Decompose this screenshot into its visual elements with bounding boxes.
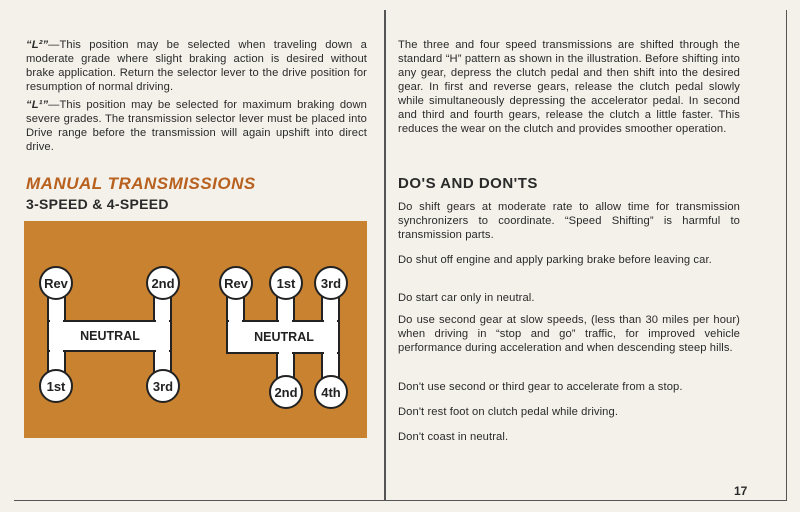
tip-item: Do shift gears at moderate rate to allow time for transmission synchronizers to coordinate. “Speed Shifting” is harmful to transmission parts. (398, 201, 740, 241)
four-speed-neutral-label: NEUTRAL (254, 330, 314, 344)
tip-item: Don't use second or third gear to accelerate from a stop. (398, 381, 683, 393)
l2-text: —This position may be selected when traveling down a moderate grade where slight braking action is desired without brake application. Return the selector lever to the drive position for resumption of normal driving. (26, 39, 367, 93)
three-speed-rev-label: Rev (44, 276, 68, 291)
four-speed-1st-label: 1st (276, 276, 296, 291)
four-speed-3rd-label: 3rd (320, 276, 342, 291)
three-speed-pattern (40, 267, 179, 402)
four-speed-pattern (220, 267, 347, 408)
l2-paragraph (26, 38, 367, 94)
section-title: MANUAL TRANSMISSIONS (26, 174, 256, 193)
column-divider (384, 10, 386, 500)
three-speed-1st-label: 1st (46, 379, 66, 394)
sub-title: 3-SPEED & 4-SPEED (26, 196, 169, 212)
intro-paragraph: The three and four speed transmissions are shifted through the standard “H” pattern as shown in the illustration. Before shifting into any gear, depress the clutch pedal and then shift into the desired gear. In first and reverse gears, release the clutch pedal slowly while simultaneously depressing the accelerator pedal. In second and third and fourth gears, release the clutch a little faster. This reduces the wear on the clutch and provides smoother operation. (398, 39, 740, 135)
shift-pattern-diagram (24, 221, 367, 438)
tip-item: Do shut off engine and apply parking brake before leaving car. (398, 254, 712, 266)
l2-lead: “L²” (26, 39, 49, 51)
three-speed-3rd-label: 3rd (152, 379, 174, 394)
three-speed-neutral-label: NEUTRAL (80, 329, 140, 343)
four-speed-4th-label: 4th (321, 385, 341, 400)
tip-item: Don't coast in neutral. (398, 431, 509, 443)
tip-item: Don't rest foot on clutch pedal while driving. (398, 406, 619, 418)
page-number: 17 (734, 484, 748, 498)
four-speed-rev-label: Rev (224, 276, 248, 291)
l1-lead: “L¹” (26, 99, 49, 111)
tip-item: Do use second gear at slow speeds, (less than 30 miles per hour) when driving in “stop and go” traffic, for improved vehicle performance during acceleration and when descending steep hills. (398, 314, 740, 354)
l1-text: —This position may be selected for maximum braking down severe grades. The transmission selector lever must be placed into Drive range before the transmission will again upshift into direct drive. (26, 99, 367, 153)
tip-item: Do start car only in neutral. (398, 292, 535, 304)
l1-paragraph (26, 98, 367, 154)
three-speed-2nd-label: 2nd (151, 276, 175, 291)
dos-donts-title: DO'S AND DON'TS (398, 175, 538, 192)
four-speed-2nd-label: 2nd (274, 385, 298, 400)
